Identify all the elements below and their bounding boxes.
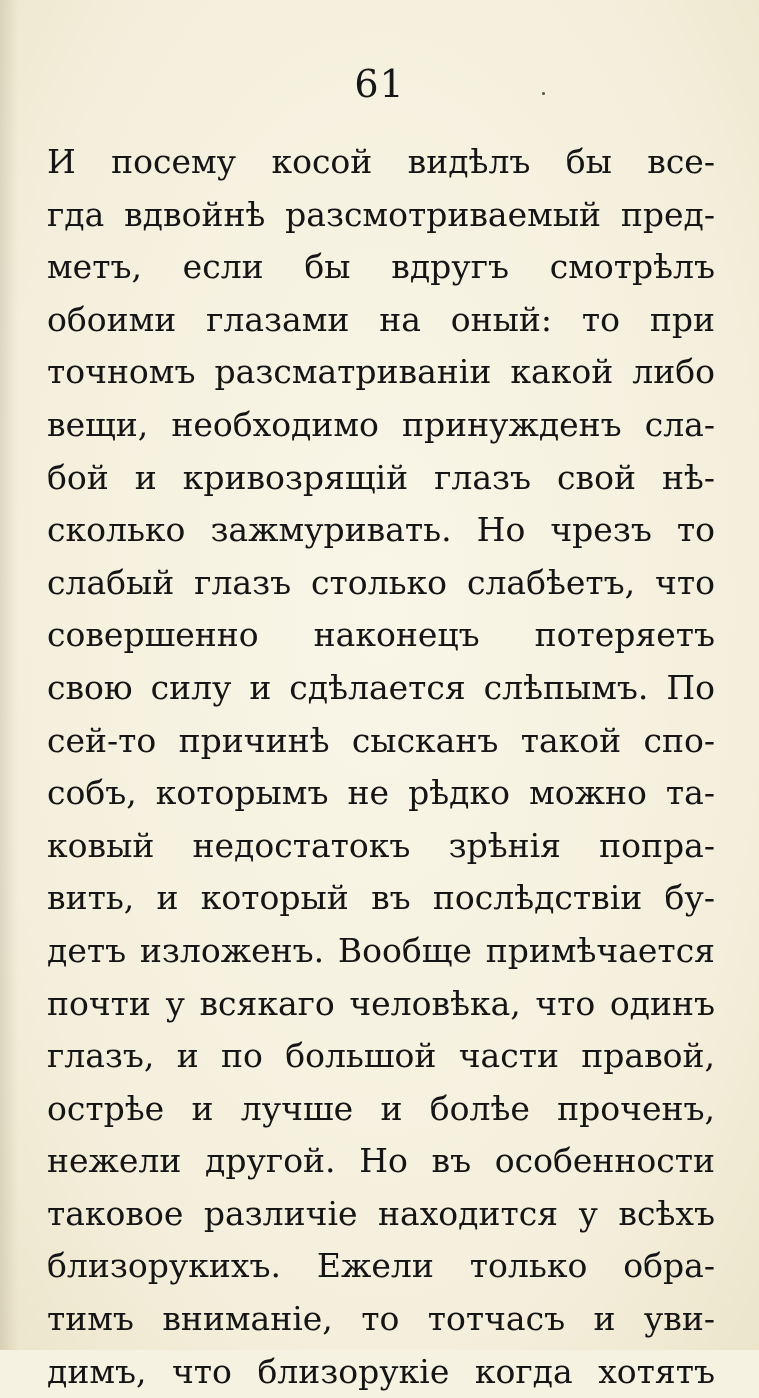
text-line: бой и кривозрящій глазъ свой нѣ-: [47, 457, 715, 497]
text-line: гда вдвойнѣ разсмотриваемый пред-: [47, 194, 715, 234]
text-line: вить, и который въ послѣдствіи бу-: [47, 878, 715, 918]
text-line: глазъ, и по большой части правой,: [47, 1036, 715, 1076]
text-line: таковое различіе находится у всѣхъ: [47, 1193, 715, 1233]
text-line: тимъ вниманіе, то тотчасъ и уви-: [47, 1299, 715, 1339]
text-line: детъ изложенъ. Вообще примѣчается: [47, 930, 715, 970]
text-line: сей-то причинѣ сысканъ такой спо-: [47, 720, 715, 760]
page-edge-shadow: [0, 0, 18, 1350]
body-text: [47, 136, 715, 1398]
text-line: слабый глазъ столько слабѣетъ, что: [47, 562, 715, 602]
text-line: вещи, необходимо принужденъ сла-: [47, 404, 715, 444]
text-line: свою силу и сдѣлается слѣпымъ. По: [47, 667, 715, 707]
text-line: совершенно наконецъ потеряетъ: [47, 615, 715, 655]
text-line: почти у всякаго человѣка, что одинъ: [47, 983, 715, 1023]
text-line: метъ, если бы вдругъ смотрѣлъ: [47, 247, 715, 287]
text-line: близорукихъ. Ежели только обра-: [47, 1246, 715, 1286]
text-line: сколько зажмуривать. Но чрезъ то: [47, 510, 715, 550]
page-number: 61: [354, 62, 405, 106]
text-line: И посему косой видѣлъ бы все-: [47, 142, 715, 181]
text-line: димъ, что близорукіе когда хотятъ: [47, 1351, 715, 1391]
text-line: обоими глазами на оный: то при: [47, 299, 715, 339]
text-line: собъ, которымъ не рѣдко можно та-: [47, 773, 715, 813]
text-line: острѣе и лучше и болѣе проченъ,: [47, 1088, 715, 1128]
text-line: ковый недостатокъ зрѣнія попра-: [47, 825, 715, 865]
ink-speck: [542, 92, 545, 95]
text-line: нежели другой. Но въ особенности: [47, 1141, 715, 1181]
text-line: точномъ разсматриваніи какой либо: [47, 352, 715, 392]
